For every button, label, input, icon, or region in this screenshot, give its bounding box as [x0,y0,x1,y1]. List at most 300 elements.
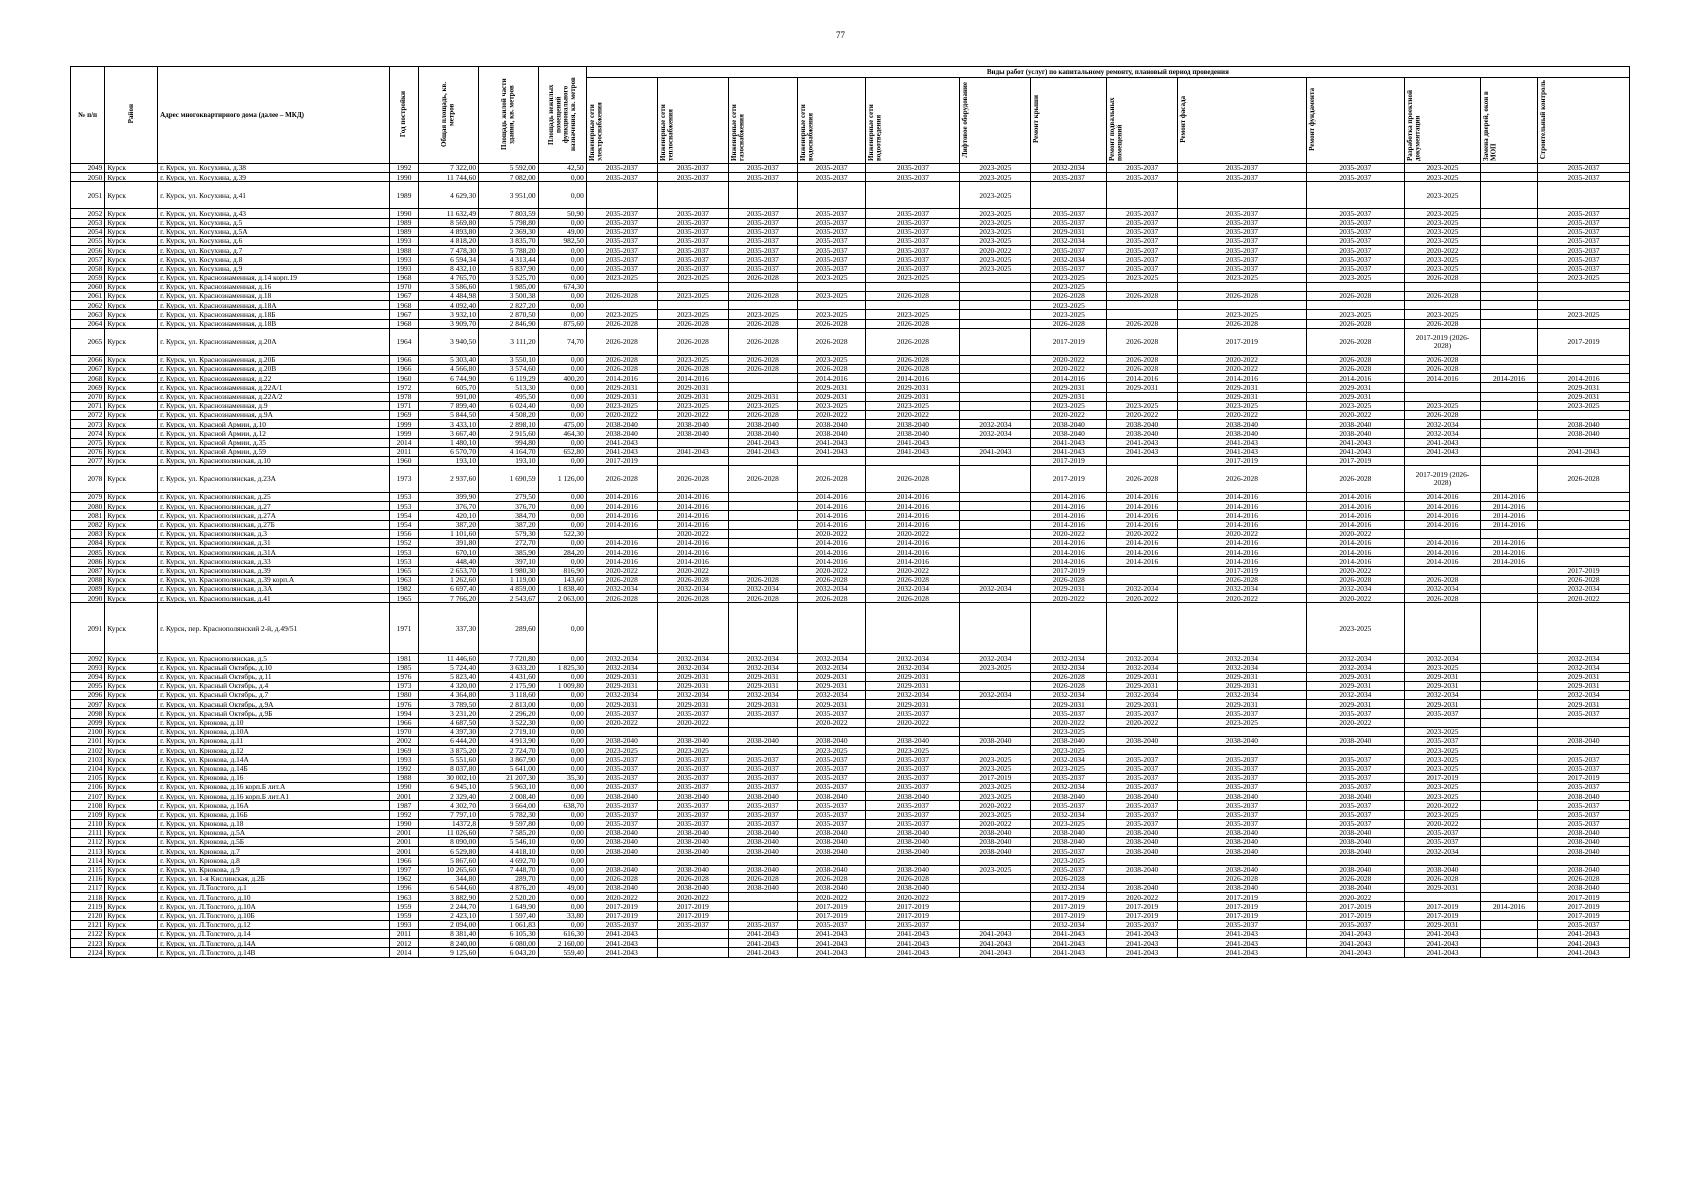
work-period-cell: 2038-2040 [657,847,728,856]
work-period-cell: 2014-2016 [1405,511,1481,520]
table-row [71,529,1630,538]
work-period-cell: 2038-2040 [657,865,728,874]
work-period-cell: 2038-2040 [1031,792,1107,801]
work-period-cell: 2035-2037 [586,801,657,810]
address-cell: г. Курск, ул. Краснознаменная, д.14 корп.19 [158,273,390,282]
work-period-cell [1480,929,1537,938]
row-number-cell: 2068 [71,374,105,383]
total-area-cell: 420,10 [419,511,479,520]
work-period-cell: 2014-2016 [1405,520,1481,529]
work-period-cell: 2032-2034 [1031,691,1107,700]
work-period-cell: 2035-2037 [1107,764,1178,773]
district-cell: Курск [105,691,158,700]
nonres-area-cell: 0,00 [538,520,586,529]
total-area-cell: 4 687,50 [419,718,479,727]
table-row [71,548,1630,557]
work-period-cell: 2035-2037 [797,246,866,255]
work-period-cell: 2029-2031 [1178,700,1306,709]
work-period-cell: 2014-2016 [1107,557,1178,566]
total-area-cell: 3 932,10 [419,310,479,319]
work-period-cell: 2035-2037 [866,801,960,810]
work-period-cell: 2029-2031 [1178,681,1306,690]
nonres-area-cell: 0,00 [538,838,586,847]
work-period-cell: 2038-2040 [866,429,960,438]
row-number-cell: 2058 [71,264,105,273]
work-period-cell: 2026-2028 [586,466,657,493]
work-period-cell: 2038-2040 [1178,838,1306,847]
work-period-cell: 2032-2034 [1031,884,1107,893]
table-row [71,493,1630,502]
work-period-cell [1107,727,1178,736]
row-number-cell: 2071 [71,401,105,410]
work-period-cell: 2035-2037 [1178,764,1306,773]
address-cell: г. Курск, ул. Крюкова, д.16Б [158,810,390,819]
work-period-cell: 2041-2043 [1031,929,1107,938]
work-period-cell: 2017-2019 [866,902,960,911]
address-cell: г. Курск, ул. Краснополянская, д.27 [158,502,390,511]
work-period-cell [1405,893,1481,902]
address-cell: г. Курск, ул. Крюкова, д.9 [158,865,390,874]
work-period-cell: 2032-2034 [728,584,797,593]
work-period-cell [960,365,1031,374]
work-period-cell [586,856,657,865]
district-cell: Курск [105,773,158,782]
build-year-cell: 1989 [389,182,419,209]
work-period-cell: 2014-2016 [657,557,728,566]
work-period-cell: 2020-2022 [1306,893,1405,902]
living-area-cell: 1 061,83 [479,920,539,929]
build-year-cell: 1966 [389,856,419,865]
work-period-cell: 2035-2037 [1538,920,1630,929]
work-period-cell: 2023-2025 [1405,264,1481,273]
work-period-cell: 2029-2031 [586,383,657,392]
work-period-cell: 2032-2034 [797,691,866,700]
work-period-cell: 2038-2040 [657,420,728,429]
work-period-cell: 2032-2034 [1538,691,1630,700]
work-period-cell: 2032-2034 [1405,847,1481,856]
row-number-cell: 2123 [71,939,105,948]
work-period-cell: 2023-2025 [797,292,866,301]
district-cell: Курск [105,374,158,383]
work-period-cell: 2035-2037 [797,209,866,218]
work-period-cell: 2035-2037 [866,209,960,218]
work-period-cell: 2029-2031 [1031,700,1107,709]
total-area-cell: 4 765,70 [419,273,479,282]
work-period-cell [1178,856,1306,865]
work-period-cell: 2017-2019 [1178,893,1306,902]
work-period-cell: 2026-2028 [586,874,657,883]
work-period-cell: 2032-2034 [960,429,1031,438]
work-period-cell: 2017-2019 [1306,902,1405,911]
district-cell: Курск [105,874,158,883]
work-period-cell: 2014-2016 [866,539,960,548]
work-period-cell: 2023-2025 [1405,663,1481,672]
work-period-cell: 2026-2028 [1031,874,1107,883]
work-period-cell [1480,273,1537,282]
work-period-cell: 2020-2022 [657,566,728,575]
work-period-cell: 2032-2034 [586,654,657,663]
nonres-area-cell: 0,00 [538,264,586,273]
work-period-cell: 2014-2016 [797,502,866,511]
work-period-cell: 2026-2028 [657,594,728,603]
table-row [71,782,1630,791]
build-year-cell: 2002 [389,737,419,746]
work-period-cell: 2041-2043 [1178,948,1306,957]
work-period-cell: 2020-2022 [1107,718,1178,727]
total-area-cell: 11 632,49 [419,209,479,218]
nonres-area-cell: 674,30 [538,282,586,291]
work-period-cell [1480,700,1537,709]
work-period-cell: 2023-2025 [1031,282,1107,291]
work-period-cell: 2023-2025 [1178,401,1306,410]
total-area-cell: 4 302,70 [419,801,479,810]
address-cell: г. Курск, ул. Краснознаменная, д.16 [158,282,390,291]
work-period-cell: 2029-2031 [866,672,960,681]
total-area-cell: 399,90 [419,493,479,502]
work-period-cell: 2014-2016 [1178,374,1306,383]
row-number-cell: 2090 [71,594,105,603]
living-area-cell: 495,50 [479,392,539,401]
work-period-cell: 2041-2043 [1107,948,1178,957]
work-period-cell: 2026-2028 [866,319,960,328]
table-row [71,182,1630,209]
nonres-area-cell: 0,00 [538,920,586,929]
work-period-cell: 2038-2040 [728,847,797,856]
work-period-cell: 2023-2025 [1306,401,1405,410]
work-period-cell: 2035-2037 [1107,264,1178,273]
work-period-cell [960,301,1031,310]
work-period-cell: 2035-2037 [1538,227,1630,236]
work-period-cell: 2026-2028 [1031,575,1107,584]
nonres-area-cell: 875,60 [538,319,586,328]
total-area-cell: 5 551,60 [419,755,479,764]
work-period-cell [797,301,866,310]
work-period-cell: 2038-2040 [1538,838,1630,847]
work-period-cell [1480,429,1537,438]
living-area-cell: 1 690,59 [479,466,539,493]
row-number-cell: 2082 [71,520,105,529]
nonres-area-cell: 284,20 [538,548,586,557]
work-period-cell [960,466,1031,493]
work-period-cell: 2029-2031 [1405,920,1481,929]
work-period-cell: 2026-2028 [1031,681,1107,690]
work-period-cell: 2026-2028 [1178,466,1306,493]
work-period-cell [1538,365,1630,374]
district-cell: Курск [105,292,158,301]
work-period-cell: 2035-2037 [1306,255,1405,264]
work-period-cell: 2035-2037 [1107,801,1178,810]
table-row [71,691,1630,700]
district-cell: Курск [105,520,158,529]
nonres-area-cell: 0,00 [538,654,586,663]
work-period-cell: 2026-2028 [1538,874,1630,883]
address-cell: г. Курск, ул. Красной Армии, д.59 [158,447,390,456]
work-period-cell: 2026-2028 [1306,292,1405,301]
work-period-cell: 2035-2037 [586,236,657,245]
col-header-works-group: Виды работ (услуг) по капитальному ремонту, плановый период проведения [586,67,1629,78]
work-period-cell: 2035-2037 [1178,227,1306,236]
work-period-cell: 2026-2028 [797,466,866,493]
table-row [71,310,1630,319]
nonres-area-cell: 0,00 [538,709,586,718]
total-area-cell: 3 882,90 [419,893,479,902]
work-period-cell: 2035-2037 [1178,264,1306,273]
row-number-cell: 2096 [71,691,105,700]
work-period-cell: 2038-2040 [1107,838,1178,847]
table-row [71,810,1630,819]
nonres-area-cell: 0,00 [538,700,586,709]
nonres-area-cell: 0,00 [538,511,586,520]
work-period-cell: 2035-2037 [1178,709,1306,718]
work-period-cell: 2035-2037 [797,255,866,264]
total-area-cell: 5 844,50 [419,410,479,419]
nonres-area-cell: 35,30 [538,773,586,782]
nonres-area-cell: 638,70 [538,801,586,810]
work-period-cell [797,856,866,865]
living-area-cell: 2 175,90 [479,681,539,690]
living-area-cell: 279,50 [479,493,539,502]
work-period-cell: 2038-2040 [586,865,657,874]
district-cell: Курск [105,911,158,920]
work-period-cell: 2023-2025 [1405,227,1481,236]
work-period-cell: 2026-2028 [657,328,728,355]
work-period-cell: 2014-2016 [1178,539,1306,548]
total-area-cell: 6 697,40 [419,584,479,593]
work-period-cell: 2035-2037 [1178,255,1306,264]
address-cell: г. Курск, ул. Л.Толстого, д.1 [158,884,390,893]
work-period-cell [960,401,1031,410]
table-row [71,700,1630,709]
work-period-cell: 2035-2037 [1538,782,1630,791]
work-period-cell [1538,746,1630,755]
build-year-cell: 2011 [389,929,419,938]
build-year-cell: 1959 [389,902,419,911]
address-cell: г. Курск, ул. Л.Толстого, д.10А [158,902,390,911]
col-header-work-2: Инженерные сети газоснабжения [728,78,797,164]
total-area-cell: 991,00 [419,392,479,401]
address-cell: г. Курск, ул. Краснополянская, д.27Б [158,520,390,529]
work-period-cell: 2032-2034 [960,691,1031,700]
work-period-cell: 2038-2040 [797,737,866,746]
work-period-cell: 2032-2034 [866,584,960,593]
row-number-cell: 2060 [71,282,105,291]
work-period-cell: 2032-2034 [866,691,960,700]
work-period-cell: 2023-2025 [1405,755,1481,764]
col-header-work-7: Ремонт подвальных помещений [1107,78,1178,164]
work-period-cell: 2023-2025 [960,227,1031,236]
work-period-cell: 2023-2025 [586,310,657,319]
work-period-cell: 2020-2022 [657,529,728,538]
table-row [71,420,1630,429]
work-period-cell [728,456,797,465]
living-area-cell: 1 980,30 [479,566,539,575]
work-period-cell: 2026-2028 [866,365,960,374]
table-row [71,401,1630,410]
work-period-cell: 2038-2040 [586,737,657,746]
work-period-cell [960,410,1031,419]
work-period-cell: 2035-2037 [657,764,728,773]
work-period-cell: 2029-2031 [586,700,657,709]
district-cell: Курск [105,948,158,957]
work-period-cell: 2041-2043 [866,447,960,456]
work-period-cell: 2026-2028 [1031,319,1107,328]
work-period-cell: 2023-2025 [1405,792,1481,801]
nonres-area-cell: 0,00 [538,310,586,319]
work-period-cell [797,727,866,736]
row-number-cell: 2119 [71,902,105,911]
district-cell: Курск [105,920,158,929]
col-header-work-5: Лифтовое оборудование [960,78,1031,164]
work-period-cell [1538,727,1630,736]
work-period-cell: 2026-2028 [586,365,657,374]
work-period-cell: 2032-2034 [1107,691,1178,700]
total-area-cell: 6 744,90 [419,374,479,383]
work-period-cell: 2026-2028 [1405,319,1481,328]
table-row [71,911,1630,920]
district-cell: Курск [105,718,158,727]
work-period-cell [960,520,1031,529]
work-period-cell [960,273,1031,282]
work-period-cell [1480,792,1537,801]
nonres-area-cell: 982,50 [538,236,586,245]
total-area-cell: 376,70 [419,502,479,511]
work-period-cell: 2035-2037 [1306,246,1405,255]
col-header-work-0: Инженерные сети электроснабжения [586,78,657,164]
work-period-cell: 2035-2037 [1107,164,1178,173]
work-period-cell: 2017-2019 [1178,456,1306,465]
work-period-cell: 2023-2025 [797,310,866,319]
address-cell: г. Курск, ул. Краснополянская, д.39 [158,566,390,575]
work-period-cell: 2038-2040 [797,429,866,438]
work-period-cell: 2029-2031 [1306,672,1405,681]
work-period-cell: 2035-2037 [657,209,728,218]
work-period-cell: 2035-2037 [657,164,728,173]
work-period-cell [1480,566,1537,575]
work-period-cell [960,539,1031,548]
living-area-cell: 2 898,10 [479,420,539,429]
nonres-area-cell: 0,00 [538,255,586,264]
work-period-cell: 2038-2040 [1107,737,1178,746]
build-year-cell: 1953 [389,502,419,511]
address-cell: г. Курск, ул. Косухина, д.43 [158,209,390,218]
work-period-cell: 2032-2034 [1178,691,1306,700]
work-period-cell: 2035-2037 [1306,236,1405,245]
living-area-cell: 6 024,40 [479,401,539,410]
work-period-cell [1480,755,1537,764]
work-period-cell: 2035-2037 [1538,810,1630,819]
work-period-cell: 2023-2025 [1405,310,1481,319]
work-period-cell: 2038-2040 [1178,737,1306,746]
work-period-cell [1107,603,1178,654]
work-period-cell: 2035-2037 [797,773,866,782]
table-row [71,792,1630,801]
work-period-cell [1538,493,1630,502]
work-period-cell: 2023-2025 [1405,746,1481,755]
work-period-cell: 2014-2016 [1480,557,1537,566]
work-period-cell: 2038-2040 [866,865,960,874]
work-period-cell: 2041-2043 [728,438,797,447]
build-year-cell: 1971 [389,401,419,410]
work-period-cell [960,709,1031,718]
work-period-cell: 2035-2037 [586,218,657,227]
build-year-cell: 2001 [389,838,419,847]
living-area-cell: 7 082,00 [479,173,539,182]
work-period-cell: 2041-2043 [1306,939,1405,948]
work-period-cell [1405,282,1481,291]
work-period-cell: 2023-2025 [1538,401,1630,410]
living-area-cell: 2 296,20 [479,709,539,718]
district-cell: Курск [105,700,158,709]
work-period-cell: 2017-2019 [1538,566,1630,575]
address-cell: г. Курск, ул. Красный Октябрь, д.9Б [158,709,390,718]
work-period-cell [960,557,1031,566]
work-period-cell: 2029-2031 [1538,681,1630,690]
total-area-cell: 3 909,70 [419,319,479,328]
work-period-cell: 2038-2040 [1031,737,1107,746]
work-period-cell [960,383,1031,392]
work-period-cell: 2041-2043 [586,948,657,957]
work-period-cell: 2026-2028 [1405,594,1481,603]
work-period-cell [1480,727,1537,736]
work-period-cell [657,856,728,865]
total-area-cell: 10 265,60 [419,865,479,874]
work-period-cell: 2041-2043 [1306,447,1405,456]
address-cell: г. Курск, ул. Краснополянская, д.5 [158,654,390,663]
row-number-cell: 2085 [71,548,105,557]
work-period-cell [1405,856,1481,865]
work-period-cell [797,456,866,465]
work-period-cell: 2026-2028 [728,273,797,282]
work-period-cell: 2038-2040 [586,429,657,438]
work-period-cell: 2014-2016 [1306,511,1405,520]
work-period-cell [960,374,1031,383]
work-period-cell: 2041-2043 [1405,948,1481,957]
work-period-cell [1480,182,1537,209]
work-period-cell: 2038-2040 [586,792,657,801]
work-period-cell: 2026-2028 [1306,575,1405,584]
work-period-cell [1178,301,1306,310]
work-period-cell: 2035-2037 [728,819,797,828]
work-period-cell: 2032-2034 [657,584,728,593]
table-row [71,301,1630,310]
living-area-cell: 21 207,30 [479,773,539,782]
work-period-cell: 2023-2025 [960,164,1031,173]
work-period-cell: 2017-2019 [866,911,960,920]
work-period-cell: 2029-2031 [1538,672,1630,681]
nonres-area-cell: 0,00 [538,782,586,791]
col-header-work-11: Замена дверей, окон в МОП [1480,78,1537,164]
address-cell: г. Курск, ул. Крюкова, д.5Б [158,838,390,847]
district-cell: Курск [105,529,158,538]
work-period-cell: 2035-2037 [1306,218,1405,227]
work-period-cell: 2023-2025 [866,401,960,410]
work-period-cell: 2026-2028 [586,575,657,584]
work-period-cell: 2035-2037 [866,810,960,819]
address-cell: г. Курск, ул. Краснополянская, д.3А [158,584,390,593]
table-row [71,948,1630,957]
total-area-cell: 7 766,20 [419,594,479,603]
district-cell: Курск [105,493,158,502]
row-number-cell: 2078 [71,466,105,493]
total-area-cell: 8 037,80 [419,764,479,773]
work-period-cell: 2035-2037 [586,920,657,929]
address-cell: г. Курск, ул. Краснознаменная, д.22А/1 [158,383,390,392]
work-period-cell: 2014-2016 [797,493,866,502]
work-period-cell: 2026-2028 [1306,355,1405,364]
work-period-cell: 2026-2028 [1107,355,1178,364]
table-row [71,801,1630,810]
work-period-cell: 2023-2025 [586,273,657,282]
